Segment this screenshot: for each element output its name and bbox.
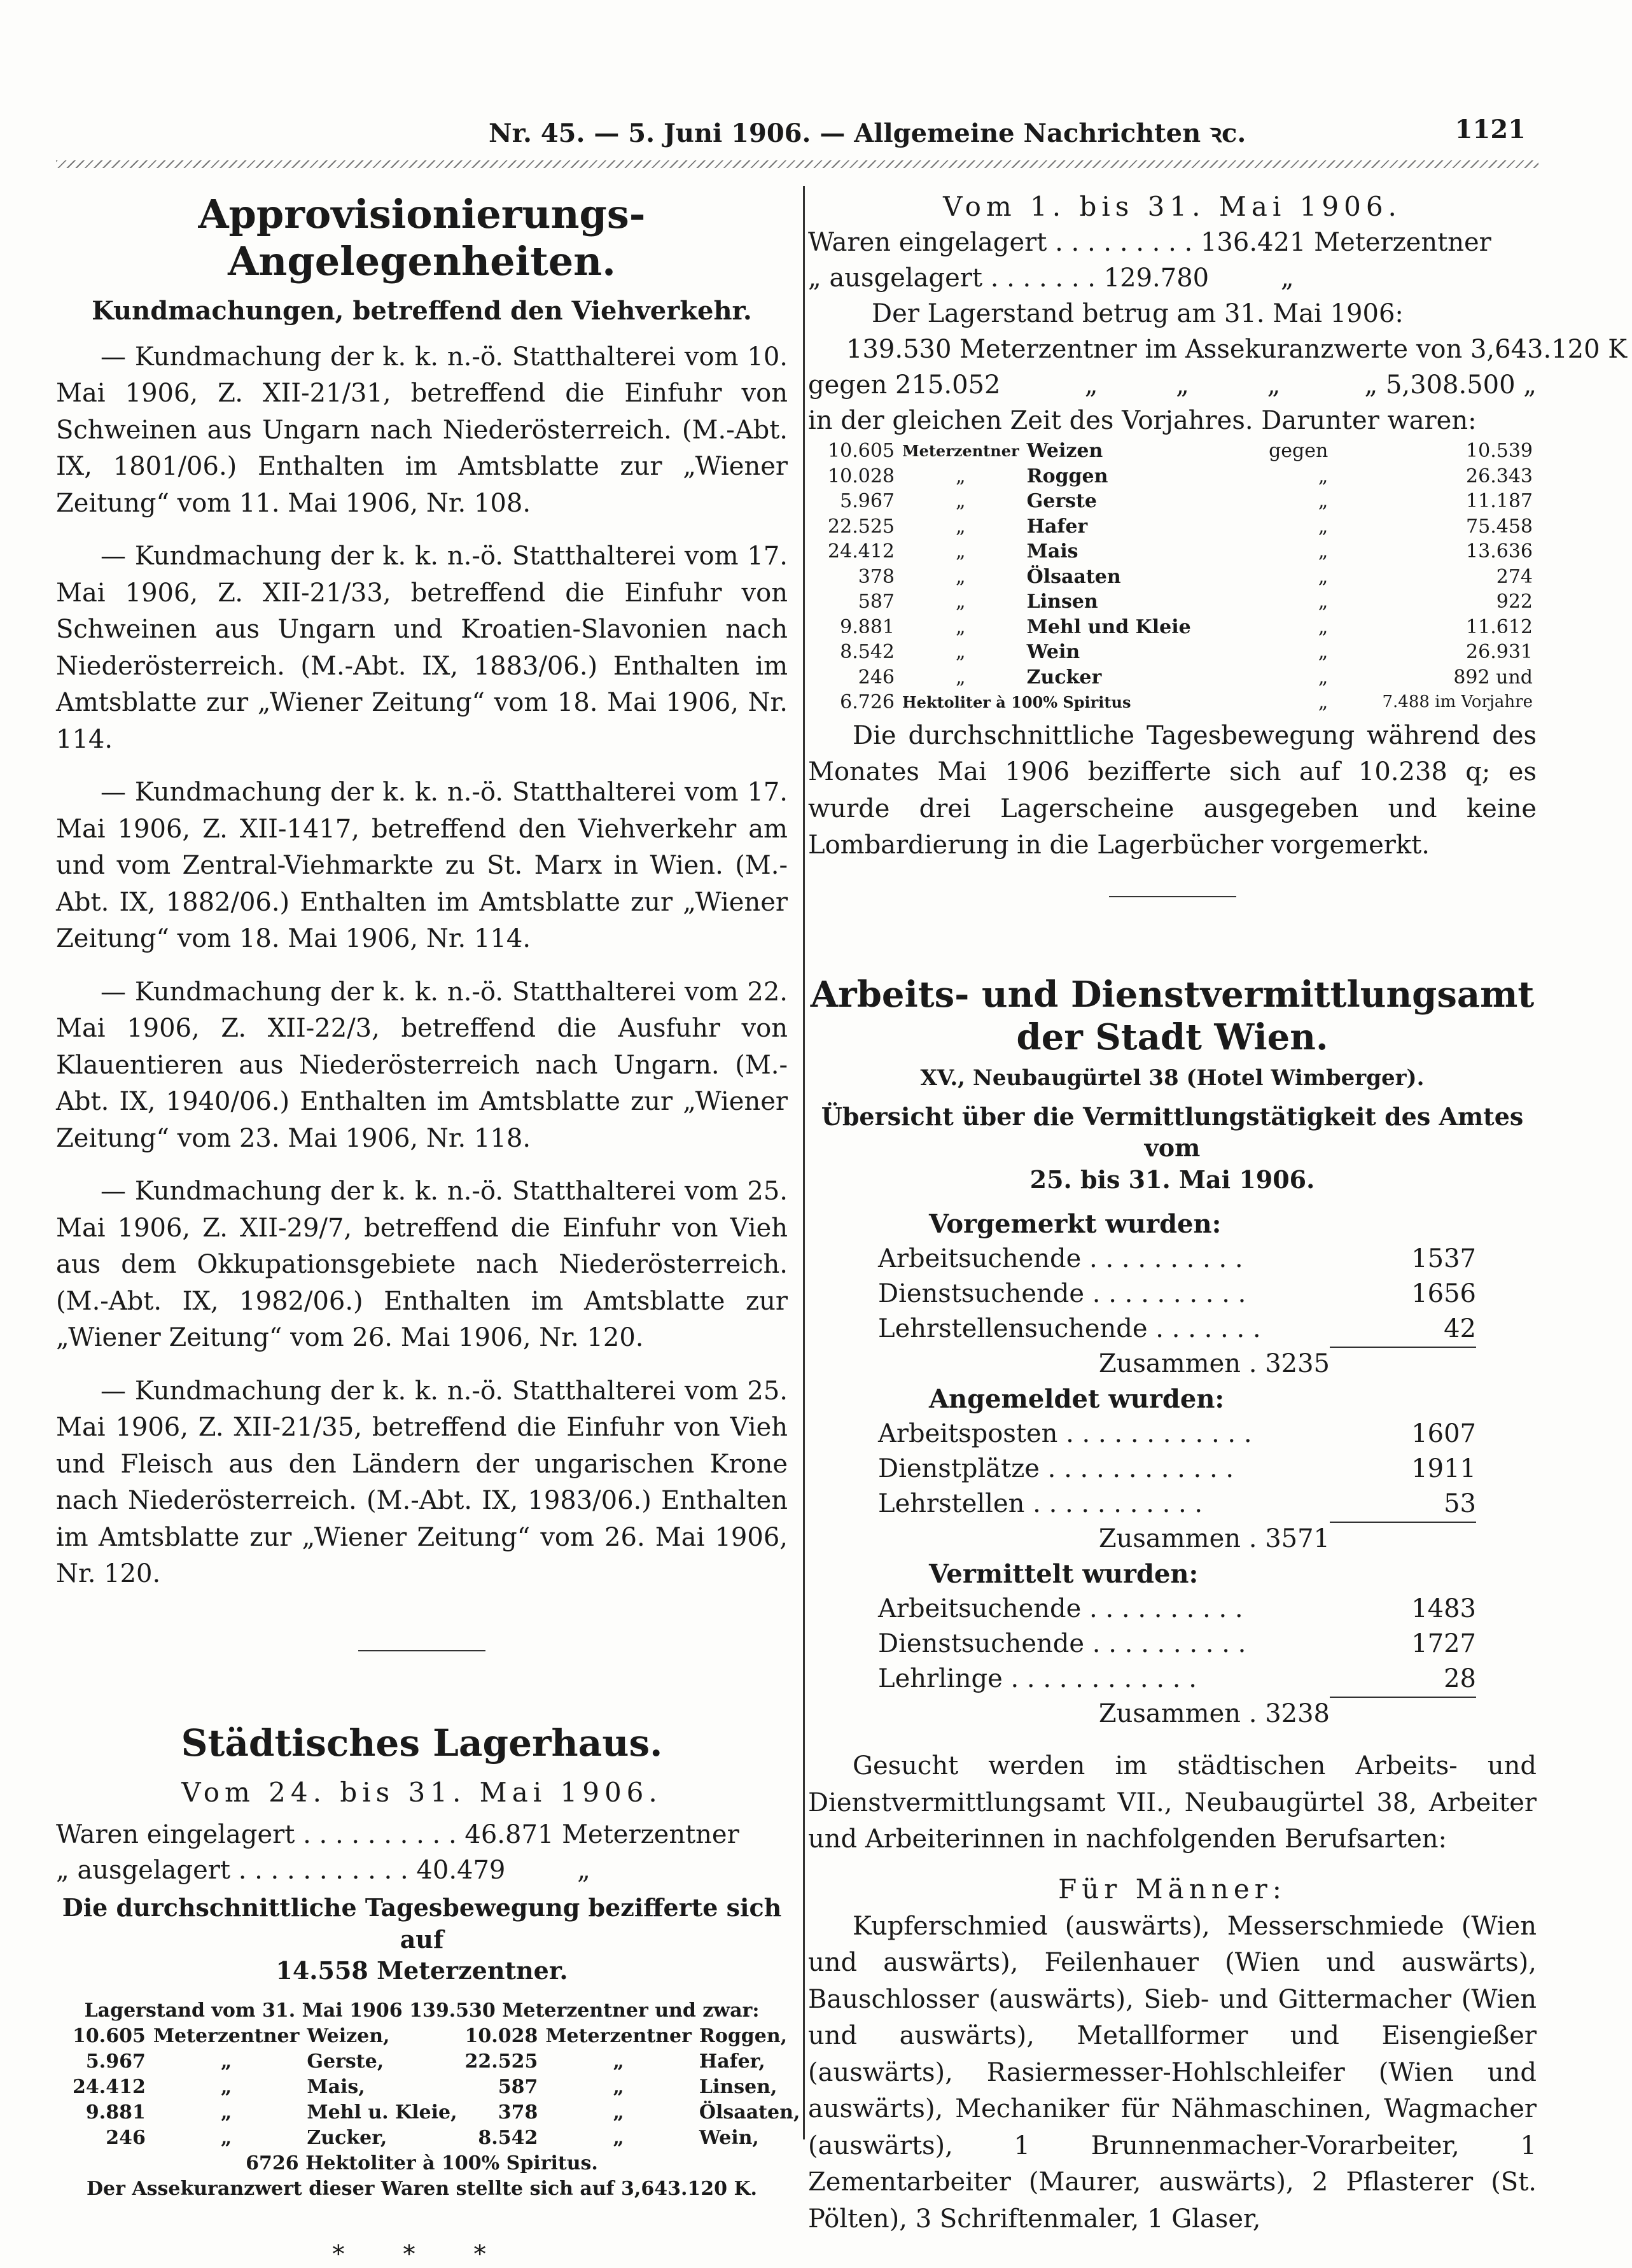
total-label: Zusammen (1098, 1699, 1241, 1729)
table-cell: 22.525 (828, 515, 895, 538)
table-cell: Ölsaaten, (699, 2101, 800, 2124)
table-cell: „ (613, 2101, 624, 2124)
stat-row: Lehrlinge . . . . . . . . . . . . 28 (878, 1662, 1514, 1697)
table-cell: 378 (498, 2101, 538, 2124)
gesucht-paragraph: Gesucht werden im städtischen Arbeits- und Dienstvermittlungsamt VII., Neubaugürtel 38, Arbeiter und Arbeiterinnen in nachfolgenden Berufsarten: (808, 1751, 1537, 1854)
monthly-summary: Die durchschnittliche Tagesbewegung während des Monates Mai 1906 bezifferte sich auf 10.238 q; es wurde drei Lagerscheine ausgegeben und keine Lombardierung in die Lagerbücher vorgemerkt. (808, 720, 1537, 860)
table-cell: 8.542 (840, 641, 895, 663)
stat-label: Dienstsuchende (878, 1279, 1085, 1309)
table-cell: Mehl und Kleie (1026, 615, 1191, 638)
stat-label: Arbeitsposten (878, 1419, 1058, 1449)
stat-row: Arbeitsuchende . . . . . . . . . . 1483 (878, 1592, 1514, 1627)
table-cell: 75.458 (1466, 515, 1533, 538)
table-row (808, 438, 1537, 464)
stat-label: Arbeitsuchende (878, 1594, 1082, 1624)
monthly-out-row: „ ausgelagert . . . . . . . 129.780 „ (808, 263, 1294, 293)
table-row (69, 2075, 804, 2100)
page-number: 1121 (1454, 115, 1526, 144)
in-unit: Meterzentner (562, 1820, 739, 1850)
table-cell: 11.612 (1466, 615, 1533, 638)
table-cell: 24.412 (73, 2075, 146, 2098)
table-row (69, 2024, 804, 2049)
table-cell: 5.967 (85, 2050, 146, 2073)
group-heading: Angemeldet wurden: (929, 1384, 1225, 1415)
table-row (69, 2049, 804, 2075)
table-cell: Hafer (1026, 515, 1088, 538)
stat-value: 1607 (1411, 1419, 1476, 1449)
table-cell: „ (1318, 615, 1329, 638)
table-cell: Meterzentner (545, 2024, 692, 2047)
table-row (808, 539, 1537, 564)
table-cell: „ (956, 565, 966, 588)
table-row (808, 564, 1537, 590)
kundmachung-paragraph: — Kundmachung der k. k. n.-ö. Statthalterei vom 25. Mai 1906, Z. XII-29/7, betreffend die Einfuhr von Vieh aus dem Okkupationsgebiete nach Niederösterreich. (M.-Abt. IX, 1982/06.) Enthalten im Amtsblatte zur „Wiener Zeitung“ vom 26. Mai 1906, Nr. 120. (56, 1177, 788, 1353)
table-cell: Roggen (1026, 465, 1108, 487)
gegen-value: „ 5,308.500 „ (1364, 370, 1537, 400)
total-label: Zusammen (1098, 1524, 1241, 1554)
table-cell: 10.605 (828, 440, 895, 462)
stat-value: 1656 (1411, 1279, 1476, 1309)
table-cell: Meterzentner (902, 442, 1019, 460)
stat-label: Arbeitsuchende (878, 1244, 1082, 1274)
table-cell: Weizen (1026, 440, 1103, 462)
total-row: Zusammen . 3235 (1098, 1349, 1330, 1379)
table-cell: Roggen, (699, 2024, 788, 2047)
table-cell: „ (220, 2101, 232, 2124)
stat-value: 1483 (1411, 1594, 1476, 1624)
asterisk-separator: * * * (332, 2239, 512, 2268)
table-cell: gegen (1269, 440, 1329, 462)
table-row (808, 665, 1537, 690)
table-cell: „ (1318, 515, 1329, 538)
column-divider (803, 186, 805, 2139)
table-cell: „ (956, 515, 966, 538)
table-row (808, 464, 1537, 489)
vorjahr-line: in der gleichen Zeit des Vorjahres. Darunter waren: (808, 406, 1477, 435)
lagerhaus-stand: Lagerstand vom 31. Mai 1906 139.530 Meterzentner und zwar: (84, 1999, 760, 2022)
table-cell: „ (1318, 540, 1329, 563)
table-cell: Gerste, (307, 2050, 384, 2073)
lagerhaus-assekuranz: Der Assekuranzwert dieser Waren stellte sich auf 3,643.120 K. (87, 2177, 757, 2200)
stat-row: Arbeitsuchende . . . . . . . . . . 1537 (878, 1242, 1514, 1277)
table-cell: „ (956, 641, 966, 663)
table-cell: Hektoliter à 100% Spiritus (902, 693, 1131, 711)
out-value: 40.479 (416, 1856, 506, 1886)
amt-title-line2: der Stadt Wien. (1016, 1016, 1329, 1058)
lagerhaus-out-row: „ ausgelagert . . . . . . . . . . . 40.479 „ (56, 1856, 590, 1886)
kundmachung-paragraph: — Kundmachung der k. k. n.-ö. Statthalterei vom 10. Mai 1906, Z. XII-21/31, betreffend die Einfuhr von Schweinen aus Ungarn nach Niederösterreich. (M.-Abt. IX, 1801/06.) Enthalten im Amtsblatte zur „Wiener Zeitung“ vom 11. Mai 1906, Nr. 108. (56, 342, 788, 518)
out-label: „ ausgelagert (808, 263, 982, 293)
table-cell: Ölsaaten (1026, 565, 1121, 588)
lagerhaus-avg-line2: 14.558 Meterzentner. (275, 1956, 568, 1985)
stat-row: Dienstplätze . . . . . . . . . . . . 1911 (878, 1452, 1514, 1487)
table-cell: Mehl u. Kleie, (307, 2101, 457, 2124)
stat-row: Lehrstellensuchende . . . . . . . 42 (878, 1312, 1514, 1347)
table-cell: „ (956, 540, 966, 563)
stat-label: Lehrstellensuchende (878, 1314, 1148, 1344)
stat-label: Dienstsuchende (878, 1629, 1085, 1659)
lagerstand-line: Der Lagerstand betrug am 31. Mai 1906: (872, 299, 1404, 328)
table-cell: 8.542 (478, 2126, 538, 2149)
kundmachung-paragraph: — Kundmachung der k. k. n.-ö. Statthalterei vom 17. Mai 1906, Z. XII-1417, betreffend den Viehverkehr am und vom Zentral-Viehmarkte zu St. Marx in Wien. (M.-Abt. IX, 1882/06.) Enthalten im Amtsblatte zur „Wiener Zeitung“ vom 18. Mai 1906, Nr. 114. (56, 778, 788, 954)
table-cell: Linsen (1026, 591, 1098, 613)
stat-value: 53 (1330, 1487, 1476, 1523)
lagerhaus-period: Vom 24. bis 31. Mai 1906. (181, 1777, 662, 1809)
table-cell: 10.028 (464, 2024, 538, 2047)
table-cell: „ (613, 2050, 624, 2073)
table-cell: „ (220, 2075, 232, 2098)
stat-label: Dienstplätze (878, 1454, 1040, 1484)
in-label: Waren eingelagert (808, 228, 1047, 257)
maenner-paragraph: Kupferschmied (auswärts), Messerschmiede (Wien und auswärts), Feilenhauer (Wien und auswärts), Bauschlosser (auswärts), Sieb- und Gittermacher (Wien und auswärts), Metallformer und Eisengießer (auswärts), Rasiermesser-Hohlschleifer (Wien und auswärts), Mechaniker für Nähmaschinen, Wagmacher (auswärts), 1 Brunnenmacher-Vorarbeiter, 1 Zementarbeiter (Maurer, auswärts), 2 Pflasterer (St. Pölten), 3 Schriftenmaler, 1 Glaser, (808, 1911, 1537, 2234)
stat-row: Dienstsuchende . . . . . . . . . . 1656 (878, 1277, 1514, 1312)
table-cell: „ (1318, 691, 1329, 713)
table-cell: Meterzentner (153, 2024, 300, 2047)
table-cell: 10.028 (828, 465, 895, 487)
table-cell: Wein (1026, 641, 1080, 663)
amt-title-line1: Arbeits- und Dienstvermittlungsamt (810, 973, 1535, 1016)
table-cell: „ (1318, 490, 1329, 512)
table-cell: „ (956, 465, 966, 487)
in-value: 136.421 (1200, 228, 1306, 257)
stat-value: 28 (1330, 1662, 1476, 1698)
overview-line1: Übersicht über die Vermittlungstätigkeit des Amtes vom (821, 1102, 1524, 1163)
header-wavy-rule (56, 160, 1538, 168)
table-cell: „ (1318, 565, 1329, 588)
total-row: Zusammen . 3571 (1098, 1524, 1330, 1554)
table-row (808, 489, 1537, 514)
table-row (808, 615, 1537, 640)
kundmachung-paragraph: — Kundmachung der k. k. n.-ö. Statthalterei vom 22. Mai 1906, Z. XII-22/3, betreffend die Ausfuhr von Klauentieren aus Niederösterreich nach Ungarn. (M.-Abt. IX, 1940/06.) Enthalten im Amtsblatte zur „Wiener Zeitung“ vom 23. Mai 1906, Nr. 118. (56, 977, 788, 1153)
table-cell: 6.726 (840, 691, 895, 713)
table-cell: 246 (106, 2126, 146, 2149)
table-cell: 13.636 (1466, 540, 1533, 563)
vermittlung-stats (808, 1207, 1514, 1732)
table-cell: 587 (498, 2075, 538, 2098)
table-row (69, 2125, 804, 2151)
gegen-marks: „ „ „ (1084, 370, 1281, 400)
in-value: 46.871 (464, 1820, 554, 1850)
kundmachungen-subtitle: Kundmachungen, betreffend den Viehverkehr. (92, 295, 752, 326)
table-cell: Wein, (699, 2126, 759, 2149)
table-cell: Zucker (1026, 666, 1102, 689)
table-cell: „ (1318, 465, 1329, 487)
table-cell: Hafer, (699, 2050, 765, 2073)
table-row (69, 2100, 804, 2125)
table-cell: „ (956, 615, 966, 638)
stat-value: 42 (1330, 1312, 1476, 1348)
total-value: 3571 (1265, 1524, 1330, 1554)
header-title: Nr. 45. — 5. Juni 1906. — Allgemeine Nachrichten ꝛc. (489, 118, 1246, 148)
table-cell: „ (956, 666, 966, 689)
in-unit: Meterzentner (1314, 228, 1491, 257)
stat-label: Lehrlinge (878, 1664, 1003, 1694)
lagerhaus-in-row: Waren eingelagert . . . . . . . . . . 46.871 Meterzentner (56, 1820, 739, 1850)
table-cell: „ (613, 2075, 624, 2098)
right-column (808, 191, 1628, 2237)
table-cell: 10.539 (1466, 440, 1533, 462)
monthly-table (808, 438, 1537, 715)
page-header (56, 115, 1538, 146)
table-cell: Zucker, (307, 2126, 387, 2149)
stat-value: 1911 (1411, 1454, 1476, 1484)
table-cell: „ (613, 2126, 624, 2149)
total-label: Zusammen (1098, 1349, 1241, 1379)
table-cell: 24.412 (828, 540, 895, 563)
out-unit: „ (1280, 263, 1294, 293)
kundmachung-paragraph: — Kundmachung der k. k. n.-ö. Statthalterei vom 17. Mai 1906, Z. XII-21/33, betreffend die Einfuhr von Schweinen aus Ungarn und Kroatien-Slavonien nach Niederösterreich. (M.-Abt. IX, 1883/06.) Enthalten im Amtsblatte zur „Wiener Zeitung“ vom 18. Mai 1906, Nr. 114. (56, 542, 788, 754)
lagerhaus-avg-line1: Die durchschnittliche Tagesbewegung bezifferte sich auf (62, 1893, 782, 1954)
out-label: „ ausgelagert (56, 1856, 230, 1886)
table-cell: 11.187 (1466, 490, 1533, 512)
table-row (808, 589, 1537, 615)
table-cell: 246 (858, 666, 895, 689)
table-cell: „ (1318, 666, 1329, 689)
lagerhaus-table (69, 2024, 804, 2151)
table-cell: 274 (1496, 565, 1533, 588)
table-cell: 5.967 (840, 490, 895, 512)
total-row: Zusammen . 3238 (1098, 1699, 1330, 1729)
table-cell: Weizen, (307, 2024, 390, 2047)
stat-label: Lehrstellen (878, 1489, 1025, 1519)
kundmachung-paragraph: — Kundmachung der k. k. n.-ö. Statthalterei vom 25. Mai 1906, Z. XII-21/35, betreffend die Einfuhr von Vieh und Fleisch aus den Ländern der ungarischen Krone nach Niederösterreich. (M.-Abt. IX, 1983/06.) Enthalten im Amtsblatte zur „Wiener Zeitung“ vom 26. Mai 1906, Nr. 120. (56, 1376, 788, 1589)
approvisionierung-title: Approvisionierungs-Angelegenheiten. (198, 191, 646, 285)
table-cell: „ (220, 2050, 232, 2073)
in-label: Waren eingelagert (56, 1820, 295, 1850)
table-cell: „ (220, 2126, 232, 2149)
table-row (808, 640, 1537, 665)
table-cell: 9.881 (85, 2101, 146, 2124)
table-cell: „ (956, 591, 966, 613)
table-cell: 922 (1496, 591, 1533, 613)
total-value: 3238 (1265, 1699, 1330, 1729)
monthly-in-row: Waren eingelagert . . . . . . . . . 136.421 Meterzentner (808, 228, 1491, 257)
overview-line2: 25. bis 31. Mai 1906. (1029, 1165, 1315, 1194)
out-unit: „ (577, 1856, 590, 1886)
table-cell: 26.343 (1466, 465, 1533, 487)
stat-value: 1727 (1411, 1629, 1476, 1659)
table-cell: „ (1318, 641, 1329, 663)
total-value: 3235 (1265, 1349, 1330, 1379)
table-cell: 892 und (1453, 666, 1533, 689)
fuer-maenner-heading: Für Männer: (1058, 1873, 1287, 1905)
lagerhaus-title: Städtisches Lagerhaus. (181, 1721, 663, 1765)
lagerhaus-spiritus: 6726 Hektoliter à 100% Spiritus. (246, 2152, 598, 2174)
monthly-period: Vom 1. bis 31. Mai 1906. (943, 191, 1402, 222)
table-cell: 587 (858, 591, 895, 613)
table-row (808, 690, 1537, 715)
stat-row: Lehrstellen . . . . . . . . . . . 53 (878, 1487, 1514, 1522)
gegen-label: gegen 215.052 (808, 370, 1001, 400)
stat-row: Dienstsuchende . . . . . . . . . . 1727 (878, 1627, 1514, 1662)
group-heading: Vorgemerkt wurden: (929, 1209, 1222, 1240)
table-cell: Mais, (307, 2075, 365, 2098)
table-cell: 10.605 (73, 2024, 146, 2047)
table-cell: Gerste (1026, 490, 1097, 512)
table-cell: „ (956, 490, 966, 512)
stat-value: 1537 (1411, 1244, 1476, 1274)
group-heading: Vermittelt wurden: (929, 1559, 1199, 1590)
amt-address: XV., Neubaugürtel 38 (Hotel Wimberger). (920, 1065, 1425, 1091)
gegen-row (808, 367, 1537, 403)
left-column (56, 191, 800, 2268)
table-cell: Mais (1026, 540, 1078, 563)
table-cell: 9.881 (840, 615, 895, 638)
table-cell: 7.488 im Vorjahre (1382, 692, 1533, 711)
table-cell: „ (1318, 591, 1329, 613)
table-row (808, 514, 1537, 540)
out-value: 129.780 (1103, 263, 1210, 293)
table-cell: 26.931 (1466, 641, 1533, 663)
table-cell: 378 (858, 565, 895, 588)
table-cell: Linsen, (699, 2075, 778, 2098)
table-cell: 22.525 (464, 2050, 538, 2073)
lagerstand-value: 139.530 Meterzentner im Assekuranzwerte von 3,643.120 K (846, 335, 1628, 364)
stat-row: Arbeitsposten . . . . . . . . . . . . 1607 (878, 1417, 1514, 1452)
